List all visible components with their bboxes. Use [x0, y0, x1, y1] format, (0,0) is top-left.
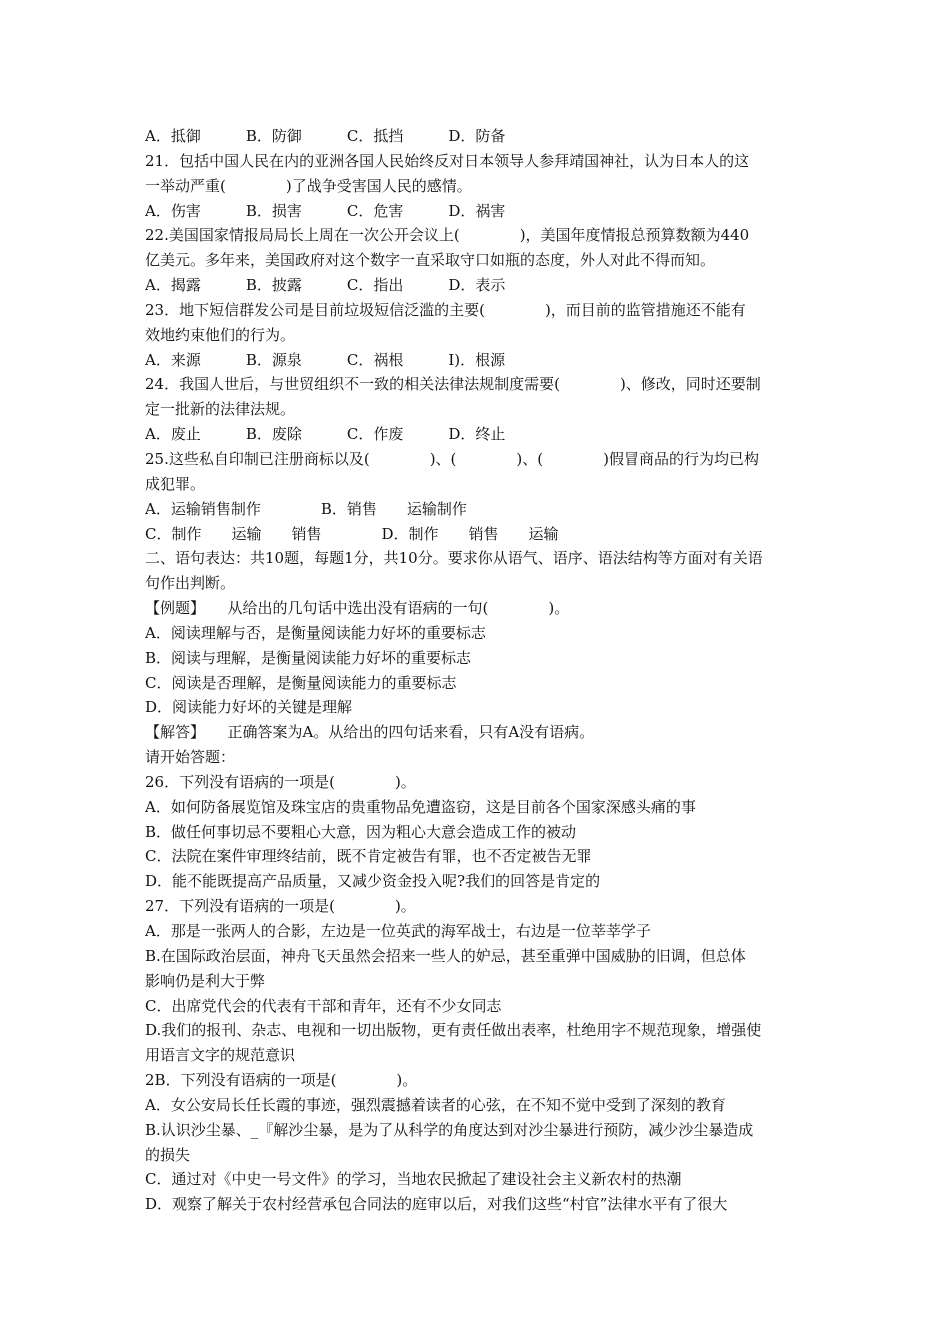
example-option: C．阅读是否理解，是衡量阅读能力的重要标志 [145, 673, 457, 692]
option-line: B．做任何事切忌不要粗心大意，因为粗心大意会造成工作的被动 [145, 822, 577, 841]
question-24: 24．我国人世后，与世贸组织不一致的相关法律法规制度需要( )、修改，同时还要制 [145, 375, 761, 394]
example-option: B．阅读与理解，是衡量阅读能力好坏的重要标志 [145, 648, 472, 667]
option-line: C．通过对《中史一号文件》的学习，当地农民掀起了建设社会主义新农村的热潮 [145, 1170, 682, 1189]
options-25-ab: A．运输销售制作 B．销售 运输制作 [145, 499, 467, 518]
option-line: A．如何防备展览馆及珠宝店的贵重物品免遭盗窃，这是目前各个国家深感头痛的事 [145, 797, 696, 816]
text-line: 影响仍是利大于弊 [145, 971, 266, 990]
example-option: D．阅读能力好坏的关键是理解 [145, 698, 353, 717]
text-line: 的损失 [145, 1145, 191, 1164]
option-line: A．那是一张两人的合影，左边是一位英武的海军战士，右边是一位莘莘学子 [145, 922, 651, 940]
question-25: 25.这些私自印制已注册商标以及( )、( )、( )假冒商品的行为均已构 [145, 449, 759, 468]
option-line: B.认识沙尘暴、_『解沙尘暴，是为了从科学的角度达到对沙尘暴进行预防，减少沙尘暴造成 [145, 1120, 754, 1139]
options-24: A．废止 B．废除 C．作废 D．终止 [145, 425, 506, 444]
text-line: 亿美元。多年来，美国政府对这个数字一直采取守口如瓶的态度，外人对此不得而知。 [145, 251, 716, 270]
option-line: A．女公安局长任长霞的事迹，强烈震撼着读者的心弦，在不知不觉中受到了深刻的教育 [145, 1095, 726, 1114]
document-page [145, 124, 815, 1217]
option-line: C．出席党代会的代表有干部和青年，还有不少女同志 [145, 996, 502, 1015]
option-line: C．法院在案件审理终结前，既不肯定被告有罪，也不否定被告无罪 [145, 847, 592, 866]
options-21: A．伤害 B．损害 C．危害 D．祸害 [145, 201, 506, 220]
question-27: 27．下列没有语病的一项是( )。 [145, 897, 416, 916]
example-prompt: 【例题】 从给出的几句话中选出没有语病的一句( )。 [145, 599, 570, 618]
question-22: 22.美国国家情报局局长上周在一次公开会议上( )，美国年度情报总预算数额为440 [145, 226, 750, 245]
option-line: D．能不能既提高产品质量，又减少资金投入呢?我们的回答是肯定的 [145, 872, 601, 891]
start-instruction: 请开始答题： [145, 748, 236, 767]
options-25-cd: C．制作 运输 销售 D．制作 销售 运输 [145, 524, 559, 543]
question-21: 21．包括中国人民在内的亚洲各国人民始终反对日本领导人参拜靖国神社，认为日本人的这 [145, 151, 750, 170]
text-line: 句作出判断。 [145, 574, 236, 593]
option-line: D.我们的报刊、杂志、电视和一切出版物，更有责任做出表率，杜绝用字不规范现象，增强使 [145, 1021, 762, 1040]
option-line: B.在国际政治层面，神舟飞天虽然会招来一些人的妒忌，甚至重弹中国威胁的旧调，但总体 [145, 946, 746, 965]
section-heading: 二、语句表达：共10题，每题1分，共10分。要求你从语气、语序、语法结构等方面对有关语 [145, 549, 763, 568]
text-line: 定一批新的法律法规。 [145, 400, 296, 419]
question-26: 26．下列没有语病的一项是( )。 [145, 772, 416, 791]
text-line: 成犯罪。 [145, 474, 206, 493]
text-line: 一举动严重( )了战争受害国人民的感情。 [145, 176, 472, 195]
option-line: D．观察了解关于农村经营承包合同法的庭审以后，对我们这些“村官”法律水平有了很大 [145, 1195, 728, 1214]
options-23: A．来源 B．源泉 C．祸根 I)．根源 [145, 350, 506, 369]
text-line: A．抵御 B．防御 C．抵挡 D．防备 [145, 127, 506, 145]
text-line: 效地约束他们的行为。 [145, 325, 296, 344]
question-28: 2B．下列没有语病的一项是( )。 [145, 1071, 418, 1090]
question-23: 23．地下短信群发公司是目前垃圾短信泛滥的主要( )，而目前的监管措施还不能有 [145, 300, 746, 319]
options-22: A．揭露 B．披露 C．指出 D．表示 [145, 276, 506, 295]
example-option: A．阅读理解与否，是衡量阅读能力好坏的重要标志 [145, 623, 486, 642]
example-answer: 【解答】 正确答案为A。从给出的四句话来看，只有A没有语病。 [145, 723, 595, 742]
text-line: 用语言文字的规范意识 [145, 1046, 296, 1065]
